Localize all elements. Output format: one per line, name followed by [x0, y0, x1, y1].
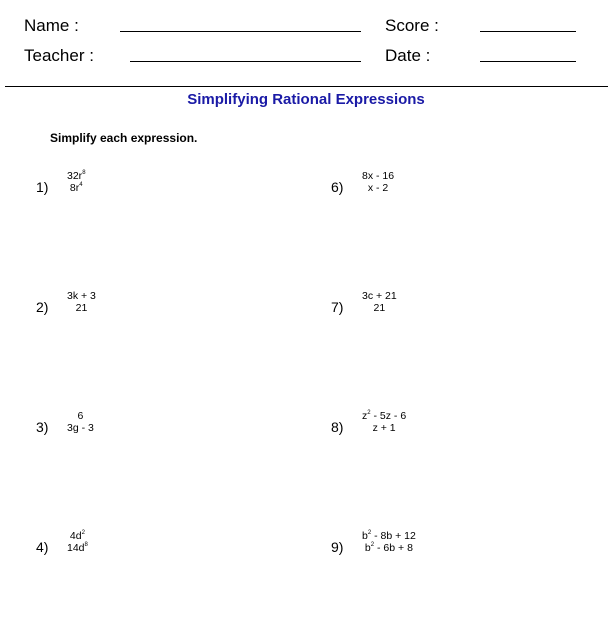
fraction — [360, 410, 408, 434]
teacher-label: Teacher : — [24, 46, 94, 65]
fraction — [360, 170, 396, 194]
header-divider — [5, 86, 608, 87]
problem-number: 6) — [331, 179, 344, 195]
numerator: 3k + 3 — [67, 290, 96, 302]
name-blank[interactable] — [120, 31, 361, 32]
fraction — [65, 410, 96, 434]
denominator: $b^2 - 6b + 8$ — [364, 542, 413, 554]
score-label: Score : — [385, 16, 439, 35]
name-label: Name : — [24, 16, 79, 35]
numerator: $b^2 - 8b + 12$ — [362, 530, 416, 542]
worksheet-title: Simplifying Rational Expressions — [187, 91, 425, 108]
denominator: z + 1 — [372, 422, 396, 434]
problem-number: 3) — [36, 419, 49, 435]
numerator: $z^2 - 5z - 6$ — [362, 410, 407, 422]
problem-number: 4) — [36, 539, 49, 555]
fraction — [360, 530, 418, 554]
problem-number: 9) — [331, 539, 344, 555]
denominator: 21 — [75, 302, 88, 314]
fraction — [65, 170, 88, 194]
problem-number: 2) — [36, 299, 49, 315]
numerator: 8x - 16 — [362, 170, 395, 182]
denominator: 21 — [373, 302, 386, 314]
fraction — [65, 290, 98, 314]
denominator: 3g - 3 — [67, 422, 94, 434]
numerator: 6 — [77, 410, 84, 422]
denominator: $8r^4$ — [69, 182, 83, 194]
problem-number: 7) — [331, 299, 344, 315]
problem-number: 1) — [36, 179, 49, 195]
date-label: Date : — [385, 46, 431, 65]
teacher-blank[interactable] — [130, 61, 361, 62]
date-blank[interactable] — [480, 61, 576, 62]
numerator: 3c + 21 — [362, 290, 397, 302]
denominator: $14d^8$ — [67, 542, 88, 554]
numerator: $32r^8$ — [67, 170, 86, 182]
instructions: Simplify each expression. — [50, 131, 198, 145]
fraction — [65, 530, 90, 554]
fraction — [360, 290, 399, 314]
score-blank[interactable] — [480, 31, 576, 32]
problem-number: 8) — [331, 419, 344, 435]
denominator: x - 2 — [367, 182, 389, 194]
numerator: $4d^2$ — [69, 530, 85, 542]
